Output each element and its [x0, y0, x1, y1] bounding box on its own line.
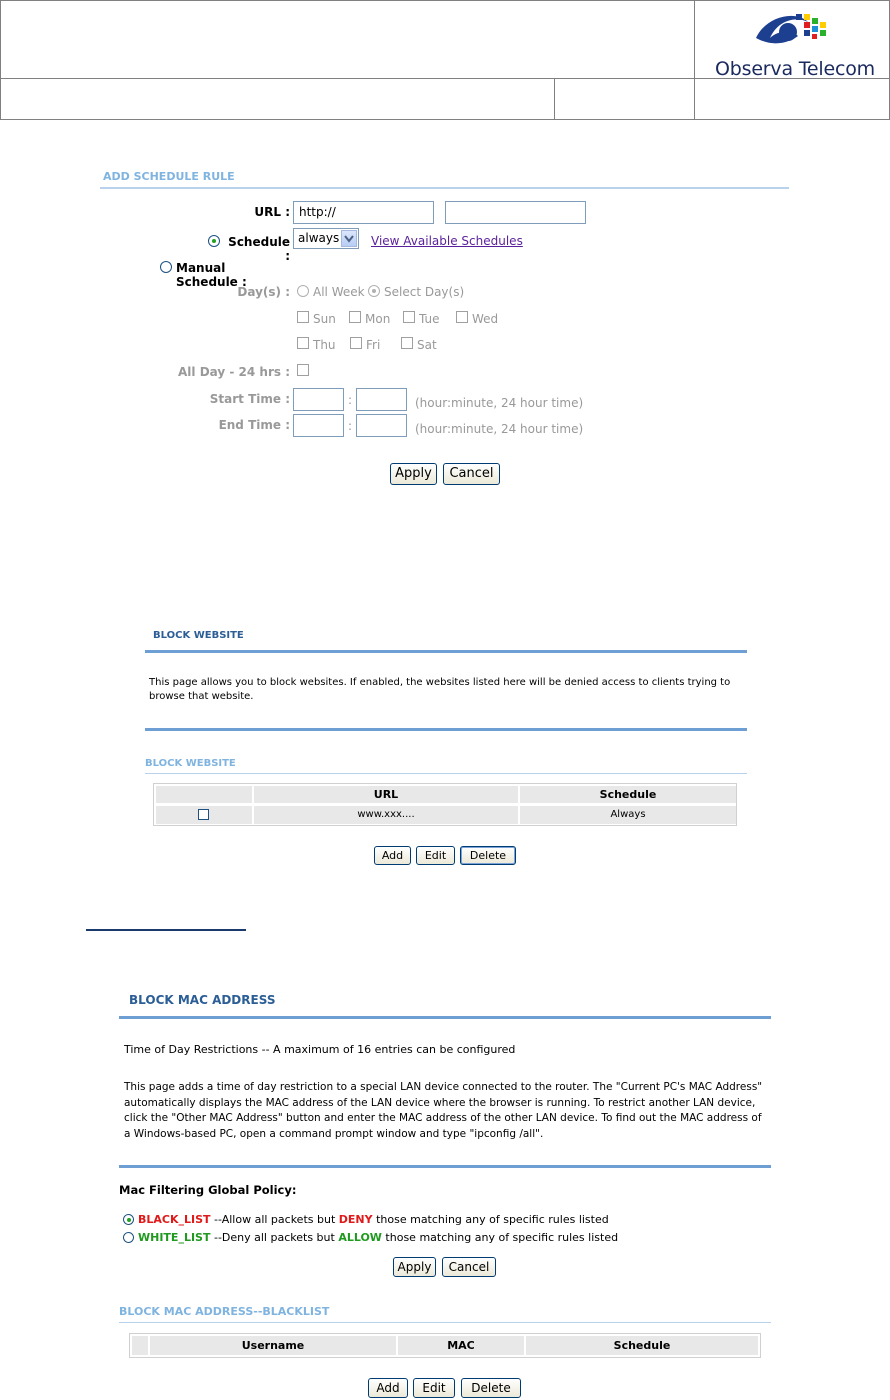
- block-website-table: [153, 783, 737, 826]
- day-sun-checkbox[interactable]: [297, 311, 309, 323]
- mac-delete-button[interactable]: Delete: [461, 1378, 521, 1398]
- block-mac-intro: Time of Day Restrictions -- A maximum of 16 entries can be configured: [124, 1043, 516, 1056]
- header-cell-right: [694, 78, 890, 120]
- day-sun-label: Sun: [313, 312, 336, 326]
- block-website-divider-bottom: [145, 728, 747, 731]
- table-row-select-cell: [156, 806, 252, 824]
- day-thu-label: Thu: [313, 338, 336, 352]
- allday-label: All Day - 24 hrs :: [178, 365, 290, 379]
- whitelist-text-pre: --Deny all packets but: [210, 1231, 339, 1244]
- start-minute-input[interactable]: [356, 388, 407, 411]
- manual-schedule-label: Manual Schedule :: [176, 261, 247, 289]
- table-row-url: www.xxx....: [254, 806, 518, 824]
- end-minute-input[interactable]: [356, 414, 407, 437]
- block-website-list-divider: [145, 773, 747, 774]
- schedule-rule-divider: [100, 187, 789, 189]
- table-header-select: [156, 786, 252, 803]
- day-mon-label: Mon: [365, 312, 391, 326]
- blacklist-option: [138, 1213, 609, 1226]
- blacklist-name: BLACK_LIST: [138, 1213, 211, 1226]
- mac-blacklist-divider: [119, 1322, 771, 1323]
- mac-edit-button[interactable]: Edit: [413, 1378, 455, 1398]
- day-sat-label: Sat: [417, 338, 437, 352]
- blacklist-radio[interactable]: [123, 1214, 134, 1225]
- day-fri-label: Fri: [366, 338, 381, 352]
- block-mac-divider-mid: [119, 1165, 771, 1168]
- header-cell-mid: [554, 78, 695, 120]
- mac-table-header-schedule: Schedule: [526, 1336, 758, 1355]
- block-website-divider-top: [145, 650, 747, 653]
- schedule-cancel-button[interactable]: Cancel: [443, 463, 500, 485]
- schedule-select-value: always: [298, 231, 340, 245]
- end-time-label: End Time :: [218, 418, 290, 432]
- mac-apply-button[interactable]: Apply: [393, 1257, 436, 1277]
- block-website-list-title: BLOCK WEBSITE: [145, 758, 236, 769]
- table-row-schedule: Always: [520, 806, 736, 824]
- logo-text: Observa Telecom: [715, 58, 875, 80]
- all-week-label: All Week: [313, 285, 365, 299]
- manual-schedule-radio[interactable]: [160, 261, 172, 273]
- day-tue-label: Tue: [419, 312, 440, 326]
- day-wed-checkbox[interactable]: [456, 311, 468, 323]
- schedule-select[interactable]: [293, 228, 359, 249]
- url-input[interactable]: http://: [293, 201, 434, 224]
- mac-table: [129, 1333, 761, 1358]
- block-mac-description: This page adds a time of day restriction to a special LAN device connected to the router. The "Current PC's MAC Address" automatically displays the MAC address of the LAN device where the browser is running. To restrict another LAN device, click the "Other MAC Address" button and enter the MAC address of the other LAN device. To find out the MAC address of a Windows-based PC, open a command prompt window and type "ipconfig /all".: [124, 1081, 763, 1140]
- schedule-rule-title: ADD SCHEDULE RULE: [103, 170, 235, 183]
- url-input-2[interactable]: [445, 201, 586, 224]
- view-schedules-link[interactable]: View Available Schedules: [371, 234, 523, 248]
- block-mac-divider-top: [119, 1016, 771, 1019]
- table-header-schedule: Schedule: [520, 786, 736, 803]
- whitelist-radio[interactable]: [123, 1232, 134, 1243]
- select-days-label: Select Day(s): [384, 285, 465, 299]
- observa-logo-icon: [748, 8, 838, 60]
- header-cell-left: [0, 78, 555, 120]
- start-hour-input[interactable]: [293, 388, 344, 411]
- start-time-label: Start Time :: [209, 392, 290, 406]
- day-thu-checkbox[interactable]: [297, 337, 309, 349]
- schedule-radio[interactable]: [208, 235, 220, 247]
- allday-checkbox[interactable]: [297, 364, 309, 376]
- whitelist-name: WHITE_LIST: [138, 1231, 211, 1244]
- mac-add-button[interactable]: Add: [368, 1378, 408, 1398]
- days-label: Day(s) :: [237, 285, 290, 299]
- start-time-colon: :: [348, 393, 353, 407]
- mac-table-header-select: [132, 1336, 148, 1355]
- whitelist-keyword: ALLOW: [338, 1231, 382, 1244]
- day-fri-checkbox[interactable]: [350, 337, 362, 349]
- mac-table-header-mac: MAC: [398, 1336, 524, 1355]
- day-tue-checkbox[interactable]: [403, 311, 415, 323]
- policy-label: Mac Filtering Global Policy:: [119, 1183, 297, 1197]
- whitelist-option: [138, 1231, 618, 1244]
- blacklist-text-pre: --Allow all packets but: [210, 1213, 339, 1226]
- mac-blacklist-title: BLOCK MAC ADDRESS--BLACKLIST: [119, 1305, 330, 1318]
- end-time-colon: :: [348, 419, 353, 433]
- table-header-url: URL: [254, 786, 518, 803]
- day-wed-label: Wed: [472, 312, 499, 326]
- header-cell-title: [0, 0, 695, 79]
- end-hour-input[interactable]: [293, 414, 344, 437]
- website-add-button[interactable]: Add: [374, 846, 411, 865]
- block-mac-title: BLOCK MAC ADDRESS: [129, 993, 276, 1007]
- end-time-hint: (hour:minute, 24 hour time): [415, 422, 584, 436]
- block-website-description: This page allows you to block websites. If enabled, the websites listed here will be denied access to clients trying to browse that website.: [149, 677, 731, 702]
- mac-table-header-username: Username: [150, 1336, 396, 1355]
- mac-cancel-button[interactable]: Cancel: [442, 1257, 496, 1277]
- website-delete-button[interactable]: Delete: [460, 846, 516, 865]
- schedule-label: Schedule :: [228, 235, 290, 263]
- blacklist-keyword: DENY: [338, 1213, 373, 1226]
- chevron-down-icon[interactable]: [341, 230, 357, 247]
- url-label: URL :: [254, 205, 290, 219]
- start-time-hint: (hour:minute, 24 hour time): [415, 396, 584, 410]
- blacklist-text-post: those matching any of specific rules listed: [372, 1213, 609, 1226]
- website-edit-button[interactable]: Edit: [416, 846, 455, 865]
- select-days-radio[interactable]: [368, 285, 380, 297]
- whitelist-text-post: those matching any of specific rules listed: [381, 1231, 619, 1244]
- section-separator: [86, 929, 246, 931]
- day-mon-checkbox[interactable]: [349, 311, 361, 323]
- day-sat-checkbox[interactable]: [401, 337, 413, 349]
- all-week-radio[interactable]: [297, 285, 309, 297]
- block-website-title: BLOCK WEBSITE: [153, 630, 244, 641]
- row-checkbox[interactable]: [198, 809, 209, 820]
- schedule-apply-button[interactable]: Apply: [390, 463, 437, 485]
